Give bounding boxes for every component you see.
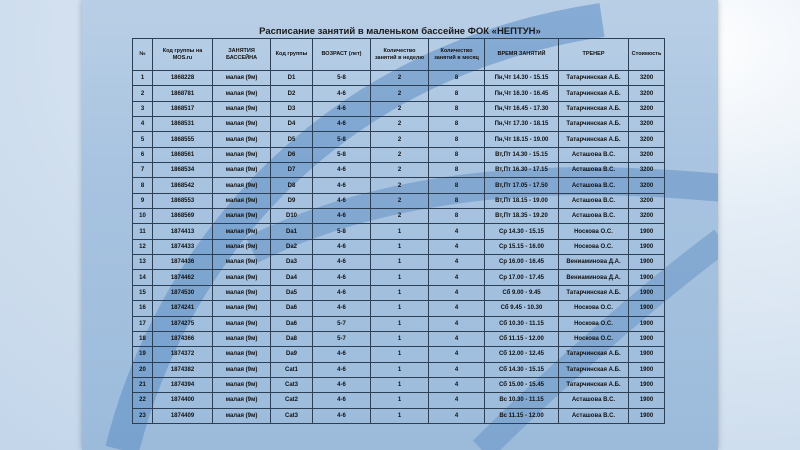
table-cell: 3 bbox=[133, 101, 153, 116]
table-cell: 4 bbox=[429, 408, 485, 423]
table-cell: малая (9м) bbox=[213, 224, 271, 239]
table-cell: 1868561 bbox=[153, 147, 213, 162]
table-cell: 1 bbox=[371, 270, 429, 285]
table-cell: 1900 bbox=[629, 393, 665, 408]
table-cell: 4 bbox=[429, 347, 485, 362]
table-cell: малая (9м) bbox=[213, 178, 271, 193]
table-cell: Вс 11.15 - 12.00 bbox=[485, 408, 559, 423]
table-body bbox=[133, 71, 665, 424]
table-cell: 4 bbox=[429, 239, 485, 254]
column-header: Количество занятий в месяц bbox=[429, 39, 485, 71]
table-cell: D3 bbox=[271, 101, 313, 116]
table-cell: 1900 bbox=[629, 377, 665, 392]
table-cell: 4-6 bbox=[313, 270, 371, 285]
table-cell: 4-6 bbox=[313, 163, 371, 178]
table-cell: малая (9м) bbox=[213, 347, 271, 362]
table-cell: D4 bbox=[271, 117, 313, 132]
table-cell: 4 bbox=[429, 270, 485, 285]
column-header: ТРЕНЕР bbox=[559, 39, 629, 71]
table-cell: 1 bbox=[371, 393, 429, 408]
table-cell: Носкова О.С. bbox=[559, 301, 629, 316]
table-cell: 5-8 bbox=[313, 132, 371, 147]
table-cell: малая (9м) bbox=[213, 270, 271, 285]
table-cell: 1868781 bbox=[153, 86, 213, 101]
table-cell: Cat3 bbox=[271, 377, 313, 392]
table-row bbox=[133, 224, 665, 239]
table-cell: D9 bbox=[271, 193, 313, 208]
table-cell: 4-6 bbox=[313, 255, 371, 270]
table-cell: Асташова В.С. bbox=[559, 393, 629, 408]
table-cell: малая (9м) bbox=[213, 163, 271, 178]
table-cell: 2 bbox=[371, 209, 429, 224]
table-cell: 4-6 bbox=[313, 393, 371, 408]
table-row bbox=[133, 147, 665, 162]
table-cell: 1 bbox=[371, 285, 429, 300]
table-cell: 3200 bbox=[629, 163, 665, 178]
table-cell: 1874400 bbox=[153, 393, 213, 408]
table-cell: 14 bbox=[133, 270, 153, 285]
table-cell: 2 bbox=[371, 193, 429, 208]
column-header: ВРЕМЯ ЗАНЯТИЙ bbox=[485, 39, 559, 71]
column-header: Стоимость bbox=[629, 39, 665, 71]
table-cell: D6 bbox=[271, 147, 313, 162]
table-cell: 2 bbox=[371, 86, 429, 101]
table-cell: Татарчинская А.Б. bbox=[559, 86, 629, 101]
table-cell: 8 bbox=[429, 209, 485, 224]
schedule-table bbox=[132, 38, 665, 424]
table-cell: Cat1 bbox=[271, 362, 313, 377]
table-cell: 2 bbox=[371, 178, 429, 193]
table-cell: Ср 17.00 - 17.45 bbox=[485, 270, 559, 285]
table-cell: 1900 bbox=[629, 301, 665, 316]
table-cell: D7 bbox=[271, 163, 313, 178]
table-cell: 1900 bbox=[629, 408, 665, 423]
table-cell: 22 bbox=[133, 393, 153, 408]
table-cell: 3200 bbox=[629, 147, 665, 162]
table-cell: Вениаминова Д.А. bbox=[559, 270, 629, 285]
table-cell: 5-8 bbox=[313, 147, 371, 162]
table-cell: малая (9м) bbox=[213, 101, 271, 116]
table-cell: малая (9м) bbox=[213, 193, 271, 208]
table-cell: 2 bbox=[133, 86, 153, 101]
column-header: ЗАНЯТИЯ БАССЕЙНА bbox=[213, 39, 271, 71]
table-cell: Носкова О.С. bbox=[559, 224, 629, 239]
table-row bbox=[133, 86, 665, 101]
table-cell: 1874394 bbox=[153, 377, 213, 392]
table-cell: Ср 14.30 - 15.15 bbox=[485, 224, 559, 239]
table-row bbox=[133, 331, 665, 346]
table-cell: 6 bbox=[133, 147, 153, 162]
table-cell: Da4 bbox=[271, 270, 313, 285]
slide bbox=[82, 0, 718, 450]
table-row bbox=[133, 193, 665, 208]
table-cell: 16 bbox=[133, 301, 153, 316]
table-cell: малая (9м) bbox=[213, 285, 271, 300]
table-cell: Сб 12.00 - 12.45 bbox=[485, 347, 559, 362]
table-cell: малая (9м) bbox=[213, 209, 271, 224]
table-cell: 5-7 bbox=[313, 316, 371, 331]
table-cell: Da5 bbox=[271, 285, 313, 300]
table-cell: 1 bbox=[371, 239, 429, 254]
table-cell: 1874366 bbox=[153, 331, 213, 346]
table-cell: Вениаминова Д.А. bbox=[559, 255, 629, 270]
table-cell: 1874275 bbox=[153, 316, 213, 331]
table-cell: 1 bbox=[371, 224, 429, 239]
table-cell: 4 bbox=[429, 301, 485, 316]
table-cell: 3200 bbox=[629, 101, 665, 116]
table-cell: 7 bbox=[133, 163, 153, 178]
table-cell: 1868228 bbox=[153, 71, 213, 86]
table-cell: малая (9м) bbox=[213, 331, 271, 346]
table-cell: 4-6 bbox=[313, 347, 371, 362]
table-cell: 1900 bbox=[629, 239, 665, 254]
column-header: Количество занятий в неделю bbox=[371, 39, 429, 71]
table-cell: 4-6 bbox=[313, 377, 371, 392]
table-cell: Вс 10.30 - 11.15 bbox=[485, 393, 559, 408]
table-cell: 1874382 bbox=[153, 362, 213, 377]
table-cell: Сб 9.45 - 10.30 bbox=[485, 301, 559, 316]
table-cell: 1874530 bbox=[153, 285, 213, 300]
table-cell: 4-6 bbox=[313, 209, 371, 224]
table-cell: 4 bbox=[429, 331, 485, 346]
table-cell: Пн,Чт 16.30 - 16.45 bbox=[485, 86, 559, 101]
table-cell: 12 bbox=[133, 239, 153, 254]
table-cell: 1874462 bbox=[153, 270, 213, 285]
table-cell: 1900 bbox=[629, 316, 665, 331]
table-cell: 4 bbox=[429, 362, 485, 377]
table-cell: 3200 bbox=[629, 193, 665, 208]
table-cell: 1 bbox=[371, 301, 429, 316]
table-cell: 3200 bbox=[629, 86, 665, 101]
table-cell: Da8 bbox=[271, 331, 313, 346]
table-cell: Асташова В.С. bbox=[559, 193, 629, 208]
table-cell: Асташова В.С. bbox=[559, 163, 629, 178]
table-cell: 1874413 bbox=[153, 224, 213, 239]
table-cell: 15 bbox=[133, 285, 153, 300]
table-cell: Асташова В.С. bbox=[559, 209, 629, 224]
table-row bbox=[133, 270, 665, 285]
table-cell: Сб 11.15 - 12.00 bbox=[485, 331, 559, 346]
table-row bbox=[133, 101, 665, 116]
table-cell: Татарчинская А.Б. bbox=[559, 71, 629, 86]
table-cell: 1900 bbox=[629, 255, 665, 270]
table-cell: Татарчинская А.Б. bbox=[559, 132, 629, 147]
table-cell: 2 bbox=[371, 117, 429, 132]
table-cell: Сб 15.00 - 15.45 bbox=[485, 377, 559, 392]
table-cell: Пн,Чт 17.30 - 18.15 bbox=[485, 117, 559, 132]
table-cell: 4 bbox=[429, 224, 485, 239]
table-cell: 2 bbox=[371, 147, 429, 162]
table-row bbox=[133, 209, 665, 224]
table-row bbox=[133, 377, 665, 392]
table-cell: 21 bbox=[133, 377, 153, 392]
table-cell: Ср 16.00 - 16.45 bbox=[485, 255, 559, 270]
table-cell: 5-7 bbox=[313, 331, 371, 346]
table-cell: 5-8 bbox=[313, 71, 371, 86]
table-cell: 8 bbox=[429, 117, 485, 132]
table-cell: 5 bbox=[133, 132, 153, 147]
table-cell: 1 bbox=[371, 408, 429, 423]
table-cell: 4-6 bbox=[313, 408, 371, 423]
table-cell: 8 bbox=[133, 178, 153, 193]
table-cell: Носкова О.С. bbox=[559, 239, 629, 254]
table-row bbox=[133, 239, 665, 254]
table-cell: 13 bbox=[133, 255, 153, 270]
table-cell: Сб 14.30 - 15.15 bbox=[485, 362, 559, 377]
table-row bbox=[133, 163, 665, 178]
table-cell: 1868534 bbox=[153, 163, 213, 178]
table-cell: 1868555 bbox=[153, 132, 213, 147]
table-header-row bbox=[133, 39, 665, 71]
table-cell: 1 bbox=[371, 377, 429, 392]
table-cell: Сб 9.00 - 9.45 bbox=[485, 285, 559, 300]
table-cell: Da6 bbox=[271, 301, 313, 316]
table-cell: 10 bbox=[133, 209, 153, 224]
table-row bbox=[133, 362, 665, 377]
table-cell: 1 bbox=[133, 71, 153, 86]
table-cell: 1868569 bbox=[153, 209, 213, 224]
table-cell: Вт,Пт 18.15 - 19.00 bbox=[485, 193, 559, 208]
table-cell: 8 bbox=[429, 178, 485, 193]
table-cell: Татарчинская А.Б. bbox=[559, 347, 629, 362]
table-cell: 1900 bbox=[629, 347, 665, 362]
table-cell: 1900 bbox=[629, 270, 665, 285]
table-cell: малая (9м) bbox=[213, 408, 271, 423]
table-row bbox=[133, 347, 665, 362]
table-cell: малая (9м) bbox=[213, 301, 271, 316]
table-cell: 1874409 bbox=[153, 408, 213, 423]
table-cell: 4-6 bbox=[313, 193, 371, 208]
table-row bbox=[133, 393, 665, 408]
table-cell: малая (9м) bbox=[213, 132, 271, 147]
table-row bbox=[133, 408, 665, 423]
table-cell: 23 bbox=[133, 408, 153, 423]
table-cell: 2 bbox=[371, 101, 429, 116]
table-row bbox=[133, 132, 665, 147]
table-cell: Татарчинская А.Б. bbox=[559, 101, 629, 116]
table-cell: 1874241 bbox=[153, 301, 213, 316]
table-cell: Сб 10.30 - 11.15 bbox=[485, 316, 559, 331]
table-cell: 8 bbox=[429, 147, 485, 162]
table-cell: 4 bbox=[429, 393, 485, 408]
column-header: № bbox=[133, 39, 153, 71]
table-cell: малая (9м) bbox=[213, 86, 271, 101]
table-cell: 4 bbox=[429, 316, 485, 331]
table-cell: Вт,Пт 17.05 - 17.50 bbox=[485, 178, 559, 193]
table-cell: Пн,Чт 14.30 - 15.15 bbox=[485, 71, 559, 86]
table-cell: малая (9м) bbox=[213, 239, 271, 254]
table-cell: 8 bbox=[429, 193, 485, 208]
table-cell: 4-6 bbox=[313, 101, 371, 116]
table-cell: малая (9м) bbox=[213, 316, 271, 331]
table-cell: 1874433 bbox=[153, 239, 213, 254]
table-cell: Вт,Пт 14.30 - 15.15 bbox=[485, 147, 559, 162]
table-cell: 3200 bbox=[629, 178, 665, 193]
table-cell: 1 bbox=[371, 362, 429, 377]
table-cell: Вт,Пт 18.35 - 19.20 bbox=[485, 209, 559, 224]
table-cell: 4 bbox=[429, 285, 485, 300]
table-cell: Вт,Пт 16.30 - 17.15 bbox=[485, 163, 559, 178]
table-cell: Татарчинская А.Б. bbox=[559, 377, 629, 392]
table-row bbox=[133, 285, 665, 300]
table-cell: 4 bbox=[429, 255, 485, 270]
table-cell: Da1 bbox=[271, 224, 313, 239]
table-row bbox=[133, 316, 665, 331]
table-cell: малая (9м) bbox=[213, 362, 271, 377]
table-cell: малая (9м) bbox=[213, 71, 271, 86]
table-cell: 3200 bbox=[629, 117, 665, 132]
table-cell: 2 bbox=[371, 71, 429, 86]
table-cell: D8 bbox=[271, 178, 313, 193]
table-cell: 8 bbox=[429, 163, 485, 178]
table-cell: 9 bbox=[133, 193, 153, 208]
table-cell: Da2 bbox=[271, 239, 313, 254]
table-cell: малая (9м) bbox=[213, 377, 271, 392]
table-cell: 19 bbox=[133, 347, 153, 362]
table-cell: 4 bbox=[429, 377, 485, 392]
table-cell: Татарчинская А.Б. bbox=[559, 362, 629, 377]
table-cell: 1868517 bbox=[153, 101, 213, 116]
table-cell: D5 bbox=[271, 132, 313, 147]
table-cell: Носкова О.С. bbox=[559, 316, 629, 331]
table-row bbox=[133, 71, 665, 86]
table-cell: D10 bbox=[271, 209, 313, 224]
table-cell: Асташова В.С. bbox=[559, 147, 629, 162]
table-cell: 3200 bbox=[629, 132, 665, 147]
table-cell: 18 bbox=[133, 331, 153, 346]
table-cell: Da3 bbox=[271, 255, 313, 270]
table-cell: 1868542 bbox=[153, 178, 213, 193]
table-cell: 4-6 bbox=[313, 178, 371, 193]
table-cell: 1874372 bbox=[153, 347, 213, 362]
table-cell: 1868553 bbox=[153, 193, 213, 208]
table-cell: 1900 bbox=[629, 362, 665, 377]
table-cell: 11 bbox=[133, 224, 153, 239]
table-cell: малая (9м) bbox=[213, 255, 271, 270]
table-cell: 4-6 bbox=[313, 301, 371, 316]
table-cell: 1874436 bbox=[153, 255, 213, 270]
table-cell: 1900 bbox=[629, 224, 665, 239]
table-cell: 4-6 bbox=[313, 239, 371, 254]
table-cell: малая (9м) bbox=[213, 147, 271, 162]
table-cell: Da6 bbox=[271, 316, 313, 331]
table-cell: 1 bbox=[371, 331, 429, 346]
table-cell: Асташова В.С. bbox=[559, 408, 629, 423]
table-cell: 1 bbox=[371, 347, 429, 362]
table-cell: 2 bbox=[371, 163, 429, 178]
slide-title: Расписание занятий в маленьком бассейне ФОК «НЕПТУН» bbox=[259, 26, 541, 37]
table-cell: 1900 bbox=[629, 331, 665, 346]
table-cell: малая (9м) bbox=[213, 393, 271, 408]
table-cell: Da9 bbox=[271, 347, 313, 362]
table-cell: Татарчинская А.Б. bbox=[559, 285, 629, 300]
table-cell: Cat2 bbox=[271, 393, 313, 408]
table-row bbox=[133, 301, 665, 316]
table-cell: 20 bbox=[133, 362, 153, 377]
table-cell: 1 bbox=[371, 316, 429, 331]
table-cell: 3200 bbox=[629, 71, 665, 86]
table-cell: Пн,Чт 18.15 - 19.00 bbox=[485, 132, 559, 147]
table-cell: Cat3 bbox=[271, 408, 313, 423]
table-cell: малая (9м) bbox=[213, 117, 271, 132]
table-cell: D1 bbox=[271, 71, 313, 86]
table-cell: 17 bbox=[133, 316, 153, 331]
table-cell: 4-6 bbox=[313, 285, 371, 300]
table-cell: Татарчинская А.Б. bbox=[559, 117, 629, 132]
table-cell: 2 bbox=[371, 132, 429, 147]
table-cell: Пн,Чт 16.45 - 17.30 bbox=[485, 101, 559, 116]
table-row bbox=[133, 255, 665, 270]
table-cell: D2 bbox=[271, 86, 313, 101]
table-cell: Носкова О.С. bbox=[559, 331, 629, 346]
table-cell: 1900 bbox=[629, 285, 665, 300]
table-cell: 8 bbox=[429, 132, 485, 147]
column-header: ВОЗРАСТ (лет) bbox=[313, 39, 371, 71]
table-cell: 4-6 bbox=[313, 86, 371, 101]
table-cell: 8 bbox=[429, 71, 485, 86]
table-cell: 4-6 bbox=[313, 362, 371, 377]
table-cell: 1868531 bbox=[153, 117, 213, 132]
table-cell: 4-6 bbox=[313, 117, 371, 132]
table-row bbox=[133, 117, 665, 132]
column-header: Код группы на MOS.ru bbox=[153, 39, 213, 71]
table-cell: 1 bbox=[371, 255, 429, 270]
table-row bbox=[133, 178, 665, 193]
table-cell: Асташова В.С. bbox=[559, 178, 629, 193]
table-cell: 8 bbox=[429, 101, 485, 116]
table-cell: 5-8 bbox=[313, 224, 371, 239]
table-cell: 8 bbox=[429, 86, 485, 101]
table-cell: Ср 15.15 - 16.00 bbox=[485, 239, 559, 254]
table-cell: 3200 bbox=[629, 209, 665, 224]
column-header: Код группы bbox=[271, 39, 313, 71]
table-cell: 4 bbox=[133, 117, 153, 132]
